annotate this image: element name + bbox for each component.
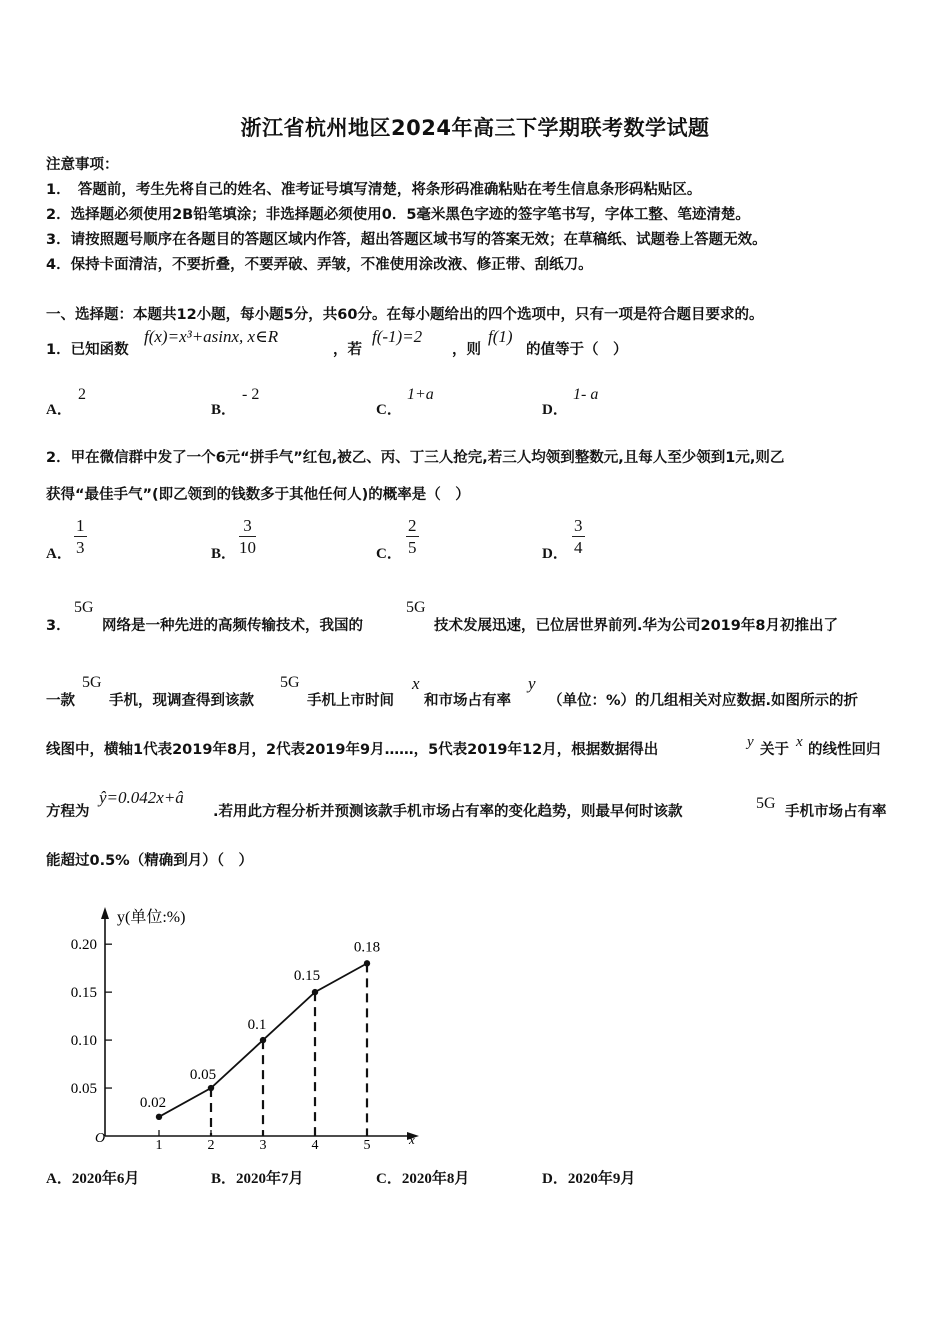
y-axis-arrow	[101, 907, 109, 919]
q1-option-b-label: B．	[211, 402, 237, 418]
notice-item: 2．选择题必须使用2B铅笔填涂；非选择题必须使用0．5毫米黑色字迹的签字笔书写，字体工整、笔迹清楚。	[46, 207, 750, 223]
q3-line2-d: 和市场占有率	[424, 693, 511, 709]
x-tick-label: 2	[207, 1138, 215, 1153]
notice-heading: 注意事项：	[46, 157, 119, 173]
x-tick-label: 1	[155, 1138, 163, 1153]
q2-option-b-label: B．	[211, 546, 237, 562]
q3-line3-b: 关于	[760, 742, 789, 758]
q3-5g: 5G	[406, 599, 426, 616]
q3-line3-a: 线图中，横轴1代表2019年8月，2代表2019年9月……，5代表2019年12月，根据数据得出	[46, 742, 659, 758]
q3-var-x: x	[796, 734, 803, 750]
q2-option-d-fraction: $\frac{3}{4}$	[574, 516, 583, 557]
x-tick-label: 4	[311, 1138, 319, 1153]
section-heading: 一、选择题：本题共12小题，每小题5分，共60分。在每小题给出的四个选项中，只有一项是符合题目要求的。	[46, 307, 764, 323]
q1-option-b-value: - 2	[242, 386, 260, 403]
y-tick-label: 0.20	[70, 937, 97, 954]
notice-item: 4．保持卡面清洁，不要折叠，不要弄破、弄皱，不准使用涂改液、修正带、刮纸刀。	[46, 257, 593, 273]
data-label: 0.15	[293, 968, 321, 985]
chart-guides	[211, 963, 367, 1136]
q3-line4-b: .若用此方程分析并预测该款手机市场占有率的变化趋势，则最早何时该款	[213, 804, 683, 820]
data-label: 0.18	[353, 939, 381, 956]
q3-option-d: D．2020年9月	[542, 1171, 636, 1187]
q3-var-x: x	[412, 674, 420, 693]
q2-stem-line2: 获得“最佳手气”(即乙领到的钱数多于其他任何人)的概率是（ ）	[46, 487, 470, 503]
q2-option-c-fraction: $\frac{2}{5}$	[408, 516, 417, 557]
q1-stem-4: 的值等于（ ）	[526, 342, 628, 358]
q2-option-a-label: A．	[46, 546, 72, 562]
q3-5g: 5G	[756, 795, 776, 812]
q1-stem-2: ，若	[333, 342, 362, 358]
q1-formula-target: f(1)	[488, 327, 513, 346]
q2-option-b-fraction: $\frac{3}{10}$	[239, 516, 256, 557]
q3-line3-c: 的线性回归	[808, 742, 881, 758]
notice-item: 1． 答题前，考生先将自己的姓名、准考证号填写清楚，将条形码准确粘贴在考生信息条形码粘贴区。	[46, 182, 702, 198]
q3-line4-a: 方程为	[46, 804, 90, 820]
data-label: 0.05	[189, 1067, 217, 1084]
y-tick-label: 0.05	[70, 1081, 97, 1098]
q1-stem-3: ，则	[452, 342, 481, 358]
q2-stem-line1: 2．甲在微信群中发了一个6元“拼手气”红包,被乙、丙、丁三人抢完,若三人均领到整数元,且每人至少领到1元,则乙	[46, 450, 785, 466]
market-share-chart	[55, 895, 435, 1157]
q3-option-c: C．2020年8月	[376, 1171, 470, 1187]
q3-5g: 5G	[280, 674, 300, 691]
q3-5g: 5G	[82, 674, 102, 691]
y-axis-label: y(单位:%)	[117, 909, 186, 926]
q1-option-c-value: 1+a	[407, 386, 434, 403]
q3-line1-a: 网络是一种先进的高频传输技术，我国的	[102, 618, 363, 634]
q1-stem: 1．已知函数	[46, 342, 129, 358]
q1-option-d-value: 1- a	[573, 386, 599, 403]
data-label: 0.02	[139, 1094, 167, 1111]
chart-points	[156, 960, 370, 1120]
chart-labels	[71, 908, 415, 1153]
q3-line4-c: 手机市场占有率	[785, 804, 887, 820]
q1-option-a-label: A．	[46, 402, 72, 418]
q3-option-b: B．2020年7月	[211, 1171, 304, 1187]
page-title: 浙江省杭州地区2024年高三下学期联考数学试题	[240, 116, 710, 140]
x-axis-label: x	[409, 1132, 415, 1147]
q3-var-y: y	[747, 734, 754, 750]
q2-option-d-label: D．	[542, 546, 568, 562]
origin-label: O	[95, 1131, 106, 1146]
q1-option-c-label: C．	[376, 402, 402, 418]
q3-line2-b: 手机，现调查得到该款	[109, 693, 254, 709]
q1-formula-f: f(x)=x³+asinx, x∈R	[144, 327, 279, 346]
data-point	[312, 989, 318, 995]
q3-line5: 能超过0.5%（精确到月）（ ）	[46, 853, 253, 869]
data-point	[208, 1085, 214, 1091]
q1-formula-condition: f(-1)=2	[372, 327, 423, 346]
q3-line1-b: 技术发展迅速，已位居世界前列.华为公司2019年8月初推出了	[434, 618, 838, 634]
data-point	[364, 960, 370, 966]
data-point	[156, 1114, 162, 1120]
x-tick-label: 5	[363, 1138, 371, 1153]
q3-line2-a: 一款	[46, 693, 75, 709]
notice-item: 3．请按照题号顺序在各题目的答题区域内作答，超出答题区域书写的答案无效；在草稿纸、试题卷上答题无效。	[46, 232, 767, 248]
q1-option-d-label: D．	[542, 402, 568, 418]
q3-line2-e: （单位：%）的几组相关对应数据.如图所示的折	[548, 693, 859, 709]
data-point	[260, 1037, 266, 1043]
q3-5g: 5G	[74, 599, 94, 616]
q2-option-a-fraction: $\frac{1}{3}$	[76, 516, 85, 557]
q2-option-c-label: C．	[376, 546, 402, 562]
q3-line2-c: 手机上市时间	[307, 693, 394, 709]
y-tick-label: 0.10	[70, 1033, 97, 1050]
q3-regression-equation: ŷ=0.042x+â	[99, 788, 184, 807]
q1-option-a-value: 2	[78, 386, 86, 403]
q3-option-a: A．2020年6月	[46, 1171, 140, 1187]
y-tick-label: 0.15	[70, 985, 97, 1002]
q3-var-y: y	[528, 674, 536, 693]
q3-number: 3．	[46, 618, 71, 634]
data-label: 0.1	[247, 1017, 267, 1034]
x-tick-label: 3	[259, 1138, 267, 1153]
